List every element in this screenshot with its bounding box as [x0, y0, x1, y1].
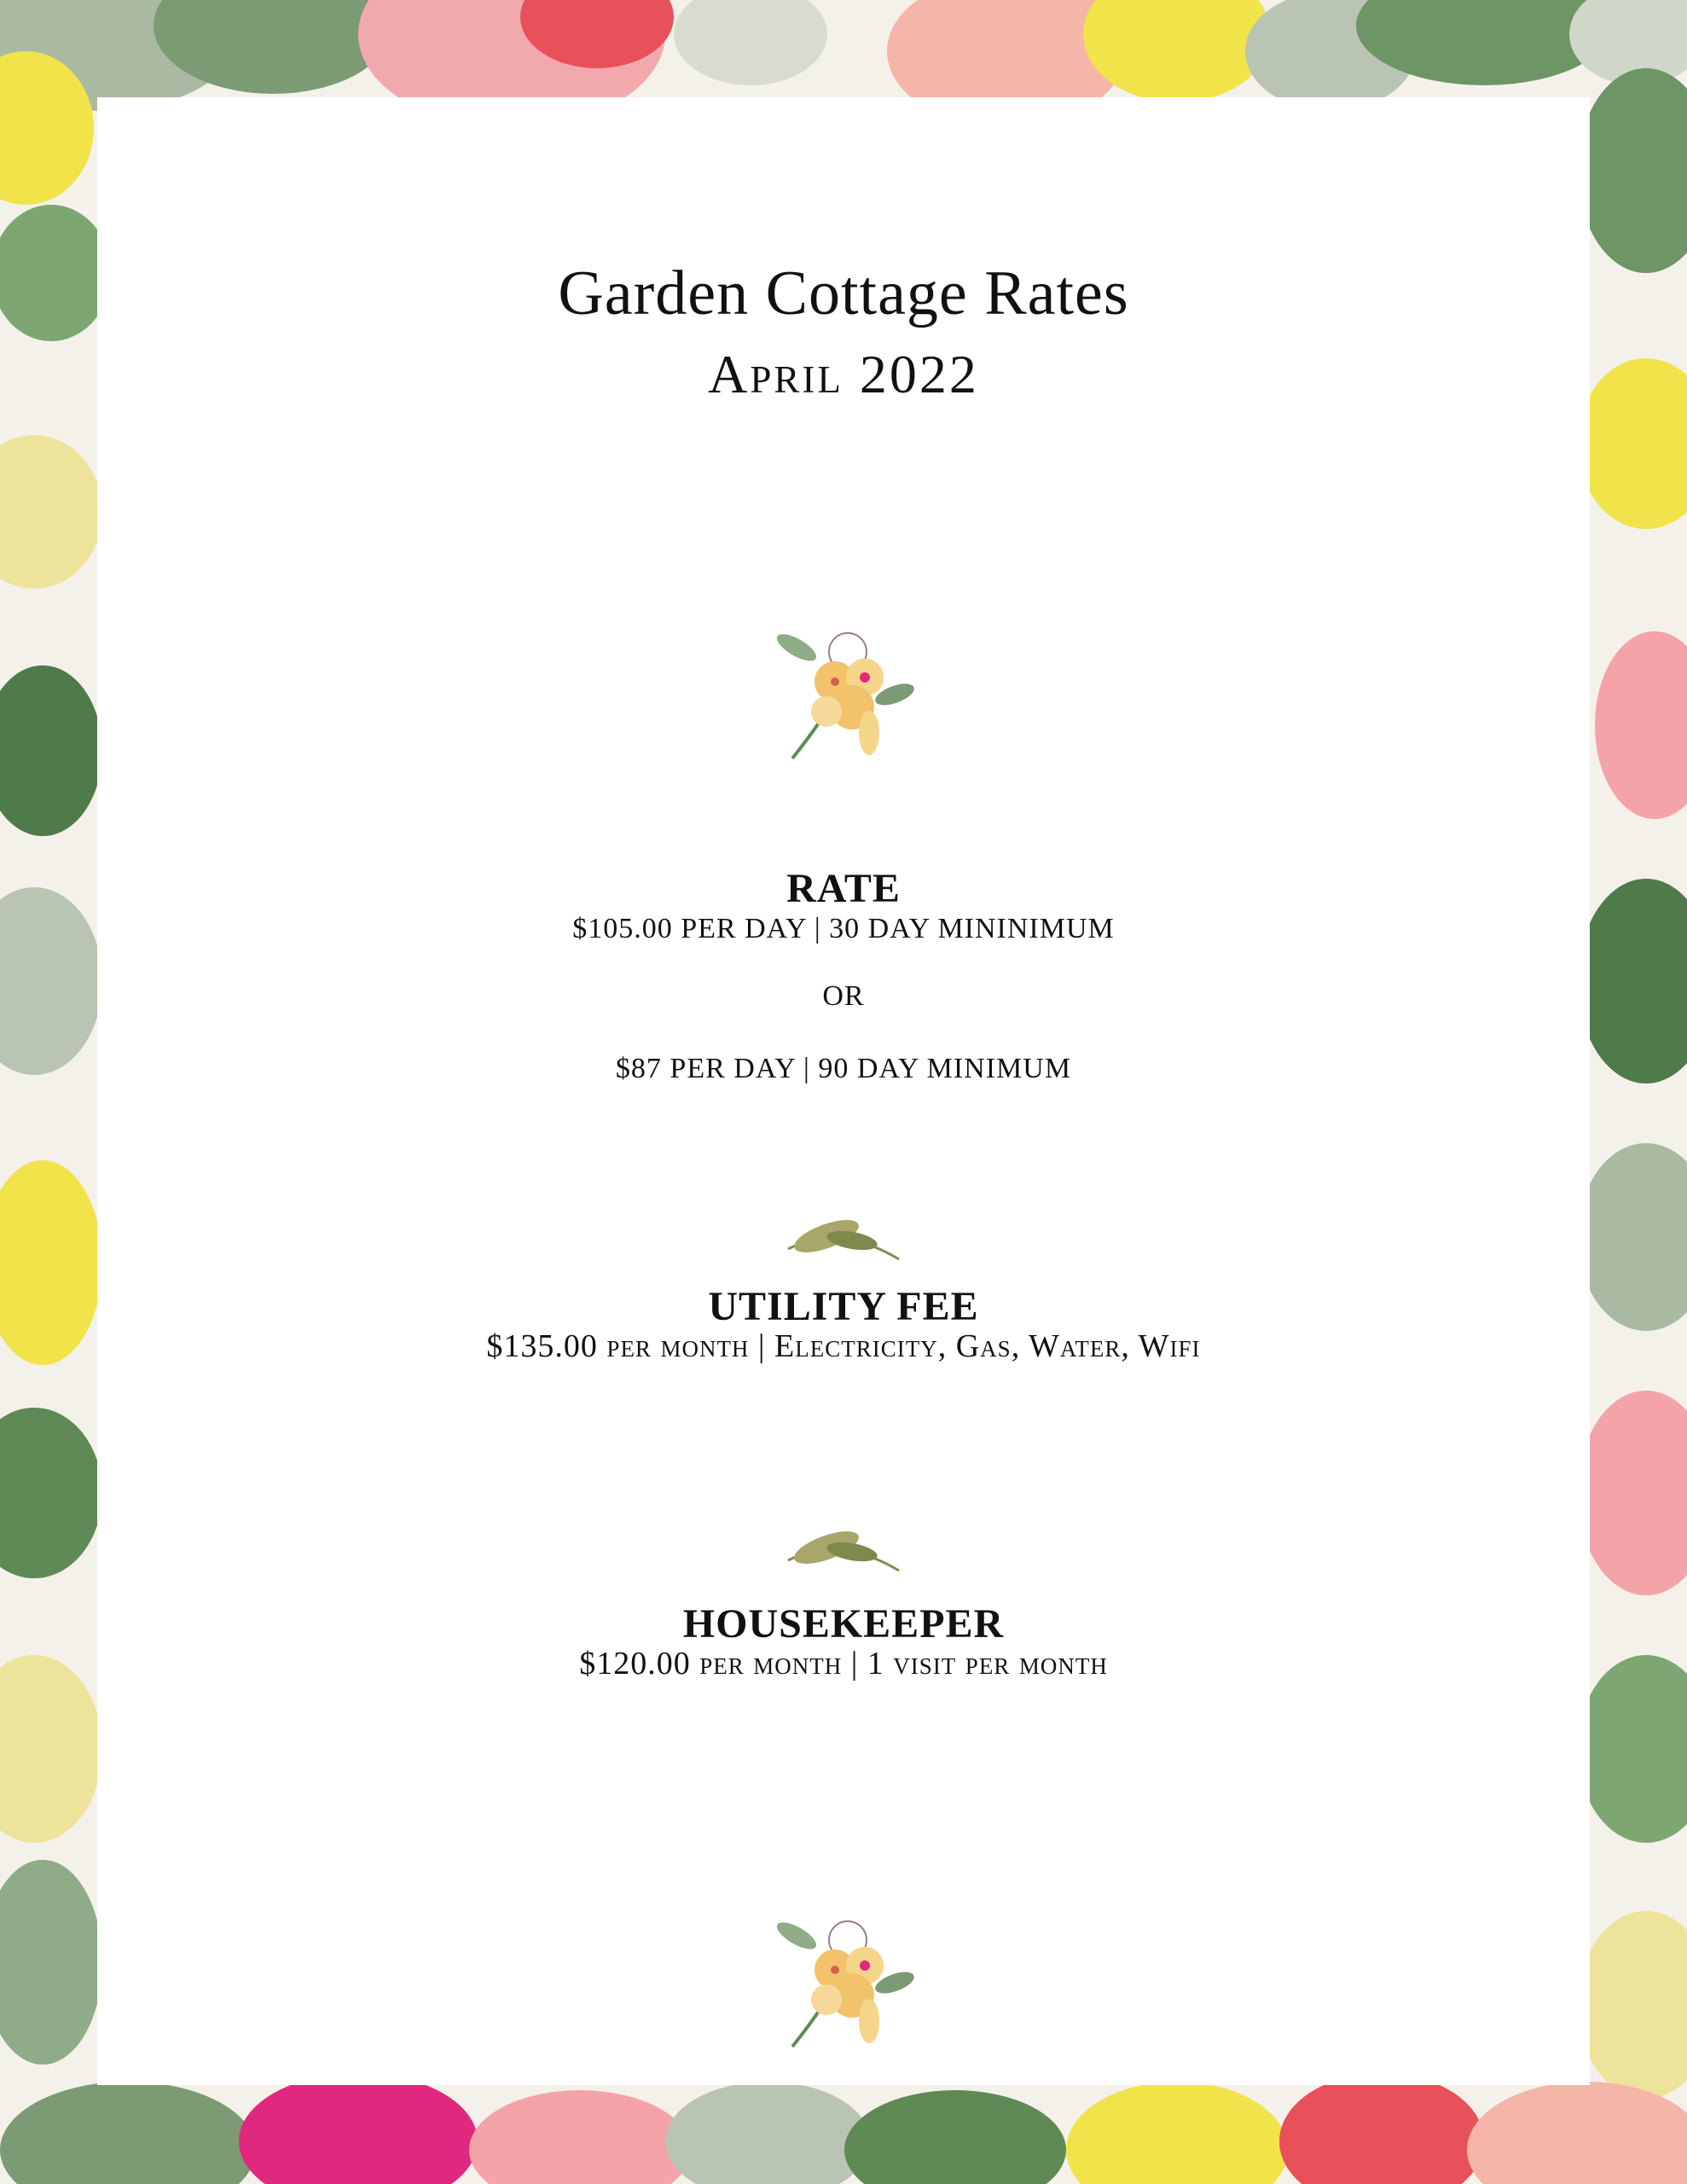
page-subtitle: April 2022 — [708, 344, 979, 404]
leaf-icon — [780, 1518, 907, 1586]
rate-line-2: $87 PER DAY | 90 DAY MINIMUM — [615, 1053, 1072, 1084]
utility-fee-heading: UTILITY FEE — [708, 1284, 979, 1329]
flower-bouquet-icon — [767, 1902, 920, 2055]
housekeeper-heading: HOUSEKEEPER — [682, 1601, 1005, 1647]
page-title: Garden Cottage Rates — [558, 258, 1129, 328]
rate-line-1: $105.00 PER DAY | 30 DAY MININIMUM — [572, 913, 1115, 944]
flower-bouquet-icon — [767, 613, 920, 767]
rates-card — [97, 97, 1590, 2085]
rate-heading: RATE — [786, 866, 901, 911]
housekeeper-detail: $120.00 per month | 1 visit per month — [579, 1646, 1108, 1682]
leaf-icon — [780, 1206, 907, 1275]
utility-fee-detail: $135.00 per month | Electricity, Gas, Water, Wifi — [486, 1328, 1201, 1364]
rate-or-separator: OR — [822, 980, 865, 1012]
